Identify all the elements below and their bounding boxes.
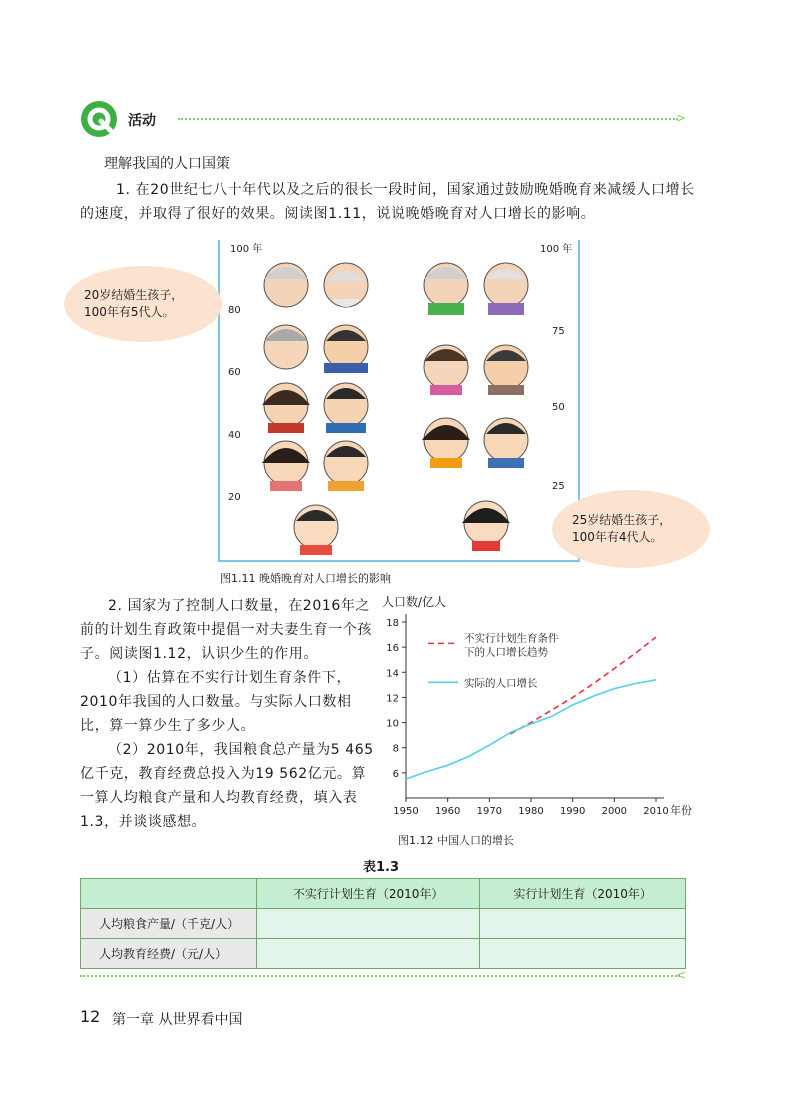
y-tick-label: 10 bbox=[386, 718, 399, 730]
figure-1-12-caption: 图1.12 中国人口的增长 bbox=[398, 834, 514, 847]
paragraph-2 bbox=[80, 594, 376, 834]
series-actual-line bbox=[406, 680, 656, 779]
left-tick-40: 40 bbox=[228, 430, 241, 441]
table-header-plan: 实行计划生育（2010年） bbox=[480, 879, 686, 909]
left-tick-80: 80 bbox=[228, 305, 241, 316]
figure-1-11-caption: 图1.11 晚婚晚育对人口增长的影响 bbox=[220, 572, 391, 585]
x-tick-label: 1960 bbox=[434, 806, 461, 817]
cell-education-no-plan[interactable] bbox=[257, 939, 480, 969]
y-tick-label: 6 bbox=[392, 768, 399, 780]
chart-x-axis-label: 年份 bbox=[670, 804, 692, 817]
x-tick-label: 2010 bbox=[643, 806, 669, 817]
row-label-grain: 人均粮食产量/（千克/人） bbox=[81, 909, 257, 939]
generations-illustration bbox=[250, 255, 570, 560]
left-generations bbox=[262, 263, 368, 555]
x-tick-label: 2000 bbox=[601, 806, 628, 817]
footer-divider bbox=[80, 975, 680, 977]
speech-bubble-right: 25岁结婚生孩子，100年有4代人。 bbox=[552, 490, 710, 568]
paragraph-2-intro: 2. 国家为了控制人口数量，在2016年之前的计划生育政策中提倡一对夫妻生育一个孩子。阅读图1.12，认识少生的作用。 bbox=[80, 598, 372, 662]
arrow-right-icon: > bbox=[676, 111, 687, 125]
cell-grain-no-plan[interactable] bbox=[257, 909, 480, 939]
legend-label: 不实行计划生育条件 bbox=[464, 632, 559, 645]
left-tick-20: 20 bbox=[228, 492, 241, 503]
x-tick-label: 1970 bbox=[476, 806, 503, 817]
activity-icon bbox=[80, 100, 118, 138]
section-title: 理解我国的人口国策 bbox=[104, 156, 230, 172]
paragraph-1: 1. 在20世纪七八十年代以及之后的很长一段时间，国家通过鼓励晚婚晚育来减缓人口增长的速度，并取得了很好的效果。阅读图1.11，说说晚婚晚育对人口增长的影响。 bbox=[80, 182, 695, 222]
table-header-empty bbox=[81, 879, 257, 909]
table-header-no-plan: 不实行计划生育（2010年） bbox=[257, 879, 480, 909]
table-header-row bbox=[81, 879, 686, 909]
y-tick-label: 8 bbox=[392, 743, 399, 755]
x-tick-label: 1950 bbox=[393, 806, 419, 817]
table-row bbox=[81, 939, 686, 969]
right-axis-title: 100 年 bbox=[540, 244, 573, 255]
y-tick-label: 18 bbox=[386, 618, 399, 629]
activity-label: 活动 bbox=[128, 113, 156, 129]
table-row bbox=[81, 909, 686, 939]
arrow-left-icon: < bbox=[676, 968, 687, 982]
cell-education-plan[interactable] bbox=[480, 939, 686, 969]
paragraph-2-q1: （1）估算在不实行计划生育条件下，2010年我国的人口数量。与实际人口数相比，算一算少生了多少人。 bbox=[80, 670, 352, 734]
y-tick-label: 12 bbox=[386, 693, 399, 705]
x-tick-label: 1990 bbox=[559, 806, 586, 817]
right-tick-25: 25 bbox=[552, 481, 565, 492]
cell-grain-plan[interactable] bbox=[480, 909, 686, 939]
y-tick-label: 14 bbox=[386, 668, 399, 680]
speech-bubble-left: 20岁结婚生孩子，100年有5代人。 bbox=[64, 266, 222, 342]
right-tick-75: 75 bbox=[552, 326, 565, 337]
paragraph-2-q2: （2）2010年，我国粮食总产量为5 465亿千克，教育经费总投入为19 562亿元。算一算人均粮食产量和人均教育经费，填入表1.3，并谈谈感想。 bbox=[80, 742, 374, 830]
right-generations bbox=[422, 263, 528, 551]
left-tick-60: 60 bbox=[228, 367, 241, 378]
data-table bbox=[80, 878, 686, 969]
legend-label: 实际的人口增长 bbox=[464, 677, 538, 690]
chart-y-axis-label: 人口数/亿人 bbox=[382, 595, 447, 609]
chapter-title: 第一章 从世界看中国 bbox=[112, 1012, 243, 1028]
page-number: 12 bbox=[80, 1007, 101, 1026]
header-divider bbox=[178, 118, 678, 120]
row-label-education: 人均教育经费/（元/人） bbox=[81, 939, 257, 969]
table-title: 表1.3 bbox=[363, 860, 400, 875]
right-tick-50: 50 bbox=[552, 402, 565, 413]
y-tick-label: 16 bbox=[386, 643, 399, 655]
x-tick-label: 1980 bbox=[518, 806, 544, 817]
left-axis-title: 100 年 bbox=[230, 244, 263, 255]
legend-label: 下的人口增长趋势 bbox=[464, 646, 548, 659]
population-chart bbox=[380, 592, 700, 828]
